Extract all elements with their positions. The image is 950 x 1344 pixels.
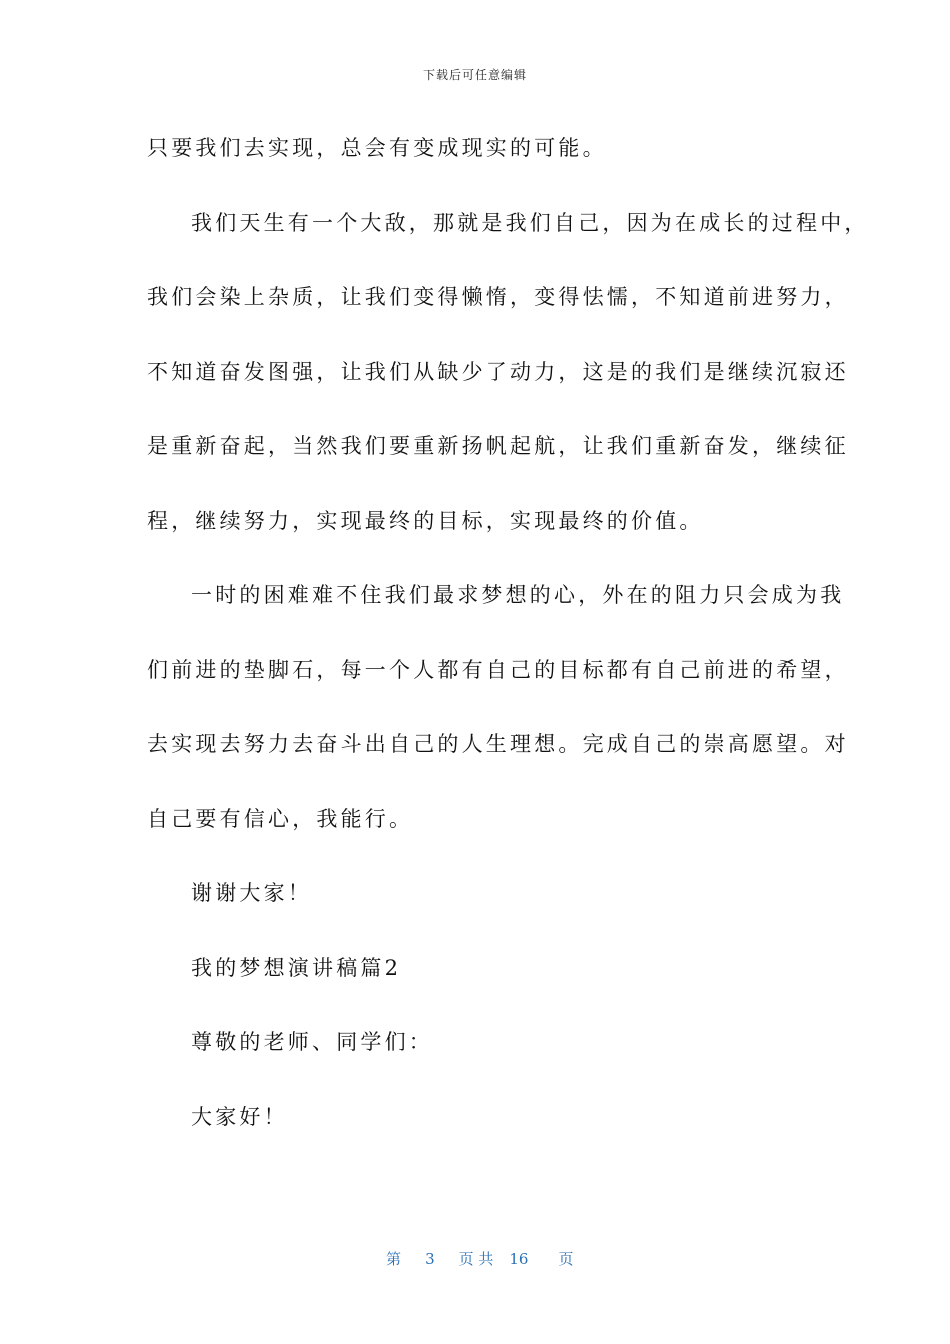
body-line-8: 们前进的垫脚石，每一个人都有自己的目标都有自己前进的希望， [147, 657, 849, 682]
total-pages: 16 [509, 1250, 529, 1268]
body-line-1: 只要我们去实现，总会有变成现实的可能。 [147, 136, 607, 160]
body-line-2: 我们天生有一个大敌，那就是我们自己，因为在成长的过程中， [191, 210, 869, 235]
body-line-10: 自己要有信心，我能行。 [147, 806, 414, 831]
page-number-footer [0, 1230, 950, 1269]
body-line-5: 是重新奋起，当然我们要重新扬帆起航，让我们重新奋发，继续征 [147, 434, 849, 458]
body-line-9: 去实现去努力去奋斗出自己的人生理想。完成自己的崇高愿望。对 [147, 732, 849, 756]
body-line-6: 程，继续努力，实现最终的目标，实现最终的价值。 [147, 508, 704, 533]
salutation: 尊敬的老师、同学们： [191, 1030, 433, 1054]
body-line-7: 一时的困难难不住我们最求梦想的心，外在的阻力只会成为我 [191, 583, 845, 607]
body-line-4: 不知道奋发图强，让我们从缺少了动力，这是的我们是继续沉寂还 [147, 359, 849, 384]
body-line-3: 我们会染上杂质，让我们变得懒惰，变得怯懦，不知道前进努力， [147, 285, 849, 309]
section-title: 我的梦想演讲稿篇2 [191, 955, 402, 980]
closing-thanks: 谢谢大家！ [191, 881, 312, 905]
document-body [147, 128, 869, 1171]
greeting: 大家好！ [191, 1104, 288, 1129]
page-suffix: 页 [558, 1250, 574, 1268]
page-mid: 页 共 [458, 1250, 494, 1268]
header-note: 下载后可任意编辑 [422, 68, 527, 82]
current-page: 3 [425, 1250, 435, 1268]
page-prefix: 第 [386, 1250, 402, 1268]
